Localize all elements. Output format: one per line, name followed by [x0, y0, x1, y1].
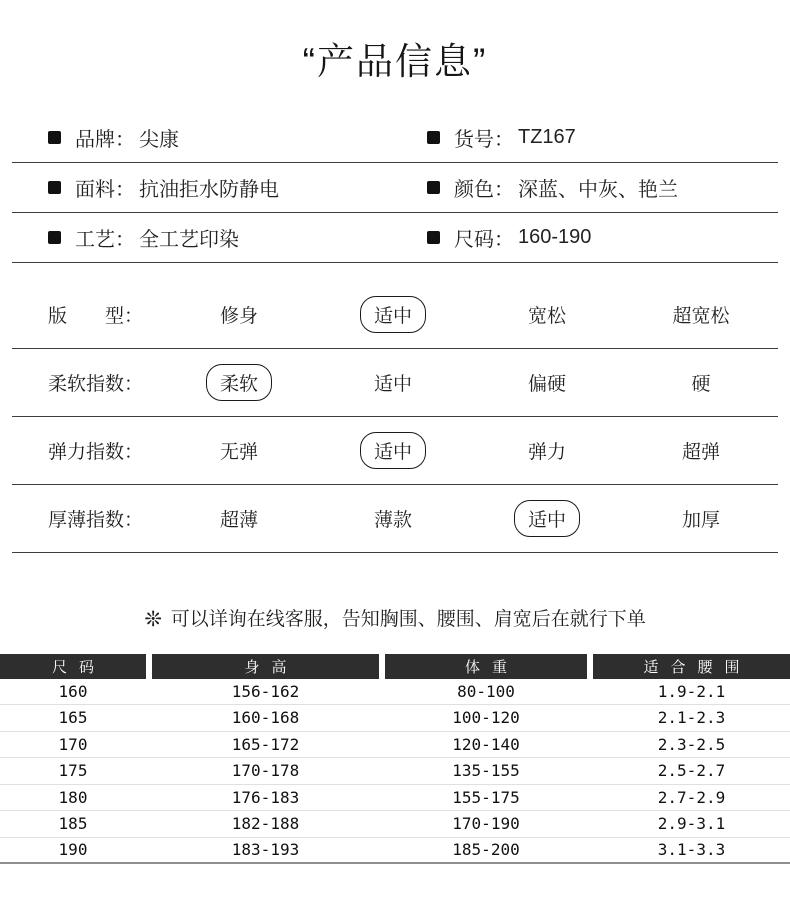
table-header-row — [0, 654, 790, 679]
attribute-item — [395, 123, 778, 152]
rating-option-cell — [316, 296, 470, 333]
table-cell: 165 — [58, 708, 88, 728]
bullet-square-icon — [427, 131, 440, 144]
table-cell: 160-168 — [231, 708, 300, 728]
rating-option-cell — [316, 364, 470, 401]
rating-option-cell — [316, 432, 470, 469]
table-cell: 2.3-2.5 — [657, 734, 726, 754]
table-row — [0, 679, 790, 706]
attribute-label: 颜色： — [454, 178, 514, 201]
table-row — [0, 785, 790, 812]
table-cell: 2.5-2.7 — [657, 761, 726, 781]
table-cell: 170-190 — [452, 814, 520, 834]
rating-option: 超薄 — [219, 509, 258, 531]
rating-label: 柔软指数： — [48, 373, 144, 395]
attribute-value: 抗油拒水防静电 — [139, 178, 279, 201]
rating-option: 超弹 — [681, 441, 720, 463]
rating-label: 弹力指数： — [48, 441, 144, 463]
rating-option: 加厚 — [681, 509, 720, 531]
rating-option-cell — [162, 296, 316, 333]
table-cell: 175 — [58, 761, 88, 781]
flower-asterisk-icon: ❊ — [144, 607, 162, 631]
attribute-label: 工艺： — [75, 228, 135, 251]
table-cell: 80-100 — [457, 681, 515, 701]
attribute-item — [12, 173, 395, 202]
rating-option-cell — [470, 296, 624, 333]
rating-label: 厚薄指数： — [48, 509, 144, 531]
rating-option-cell — [470, 500, 624, 537]
table-cell: 155-175 — [452, 787, 520, 807]
table-row — [0, 732, 790, 759]
table-header-cell: 适合腰围 — [593, 654, 790, 679]
page-title: “产品信息” — [302, 41, 488, 82]
table-cell: 183-193 — [231, 840, 300, 860]
attribute-item — [395, 223, 778, 252]
attribute-label: 尺码： — [454, 228, 514, 251]
attribute-label: 货号： — [454, 128, 514, 151]
rating-option-cell — [624, 500, 778, 537]
rating-option-cell — [624, 364, 778, 401]
rating-option: 偏硬 — [527, 373, 566, 395]
attribute-value: 全工艺印染 — [139, 228, 239, 251]
rating-row — [12, 349, 778, 417]
table-row — [0, 838, 790, 865]
bullet-square-icon — [48, 181, 61, 194]
bullet-square-icon — [427, 231, 440, 244]
attributes-section — [12, 113, 778, 263]
table-header-cell: 尺码 — [0, 654, 146, 679]
table-cell: 170-178 — [231, 761, 300, 781]
rating-label: 版 型： — [48, 305, 144, 327]
rating-option-cell — [162, 500, 316, 537]
attribute-value: 尖康 — [139, 128, 179, 151]
attribute-value: 深蓝、中灰、艳兰 — [518, 178, 678, 201]
rating-option-cell — [624, 296, 778, 333]
table-cell: 170 — [58, 734, 88, 754]
ratings-section — [12, 263, 778, 553]
bullet-square-icon — [48, 131, 61, 144]
attribute-item — [12, 123, 395, 152]
order-note — [0, 607, 790, 633]
rating-option-selected: 适中 — [360, 432, 426, 469]
attribute-row — [12, 213, 778, 263]
table-cell: 3.1-3.3 — [657, 840, 726, 860]
rating-option: 无弹 — [219, 441, 258, 463]
table-cell: 190 — [58, 840, 88, 860]
rating-row — [12, 485, 778, 553]
table-cell: 2.7-2.9 — [657, 787, 726, 807]
rating-option: 薄款 — [373, 509, 412, 531]
rating-option-cell — [162, 364, 316, 401]
table-row — [0, 758, 790, 785]
bullet-square-icon — [48, 231, 61, 244]
attribute-row — [12, 113, 778, 163]
note-text: 可以详询在线客服，告知胸围、腰围、肩宽后在就行下单 — [170, 608, 646, 630]
table-cell: 180 — [58, 787, 88, 807]
rating-option: 弹力 — [527, 441, 566, 463]
rating-row — [12, 417, 778, 485]
table-row — [0, 705, 790, 732]
rating-option-cell — [162, 432, 316, 469]
rating-option-selected: 适中 — [360, 296, 426, 333]
table-cell: 165-172 — [231, 734, 300, 754]
table-cell: 185 — [58, 814, 88, 834]
rating-option-cell — [624, 432, 778, 469]
attribute-label: 面料： — [75, 178, 135, 201]
rating-option: 宽松 — [527, 305, 566, 327]
attribute-item — [12, 223, 395, 252]
table-header-cell: 身高 — [152, 654, 379, 679]
table-cell: 2.9-3.1 — [657, 814, 726, 834]
table-cell: 100-120 — [452, 708, 520, 728]
attribute-item — [395, 173, 778, 202]
attribute-label: 品牌： — [75, 128, 135, 151]
table-cell: 182-188 — [231, 814, 300, 834]
table-cell: 160 — [58, 681, 88, 701]
table-cell: 156-162 — [231, 681, 300, 701]
table-row — [0, 811, 790, 838]
size-chart-table — [0, 654, 790, 865]
table-cell: 1.9-2.1 — [657, 681, 726, 701]
attribute-row — [12, 163, 778, 213]
table-cell: 120-140 — [452, 734, 520, 754]
rating-option-selected: 柔软 — [206, 364, 272, 401]
table-cell: 185-200 — [452, 840, 520, 860]
rating-option: 修身 — [219, 305, 258, 327]
attribute-value: 160-190 — [518, 225, 592, 248]
table-cell: 2.1-2.3 — [657, 708, 726, 728]
rating-option-selected: 适中 — [514, 500, 580, 537]
rating-option: 硬 — [691, 373, 711, 395]
table-cell: 135-155 — [452, 761, 520, 781]
rating-row — [12, 281, 778, 349]
rating-option: 适中 — [373, 373, 412, 395]
table-cell: 176-183 — [231, 787, 300, 807]
rating-option-cell — [470, 432, 624, 469]
table-header-cell: 体重 — [385, 654, 587, 679]
attribute-value: TZ167 — [518, 125, 576, 148]
bullet-square-icon — [427, 181, 440, 194]
rating-option-cell — [470, 364, 624, 401]
rating-option: 超宽松 — [672, 305, 730, 327]
rating-option-cell — [316, 500, 470, 537]
